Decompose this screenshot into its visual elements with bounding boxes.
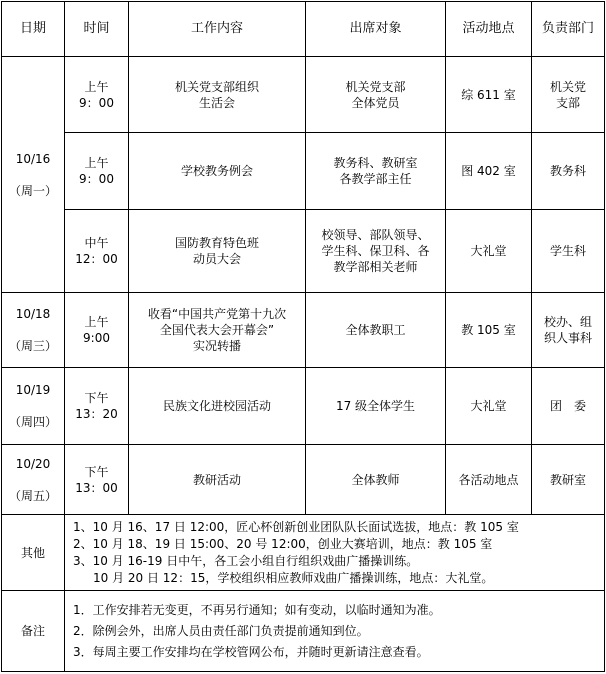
attendees-cell: 17 级全体学生	[306, 368, 446, 445]
content-cell: 民族文化进校园活动	[129, 368, 306, 445]
date-cell: 10/20 （周五）	[2, 445, 65, 515]
table-row	[2, 133, 605, 210]
other-row	[2, 515, 605, 591]
other-notes	[65, 515, 605, 591]
content-cell: 机关党支部组织 生活会	[129, 57, 306, 133]
location-cell: 各活动地点	[446, 445, 532, 515]
location-cell: 综 611 室	[446, 57, 532, 133]
time-cell: 下午 13：20	[65, 368, 129, 445]
header-attendees: 出席对象	[306, 2, 446, 57]
content-cell: 收看“中国共产党第十九次 全国代表大会开幕会” 实况转播	[129, 293, 306, 368]
time-cell: 上午 9：00	[65, 133, 129, 210]
date-cell: 10/18 （周三）	[2, 293, 65, 368]
time-cell: 下午 13：00	[65, 445, 129, 515]
remarks-line: 2．除例会外，出席人员由责任部门负责提前通知到位。	[73, 623, 369, 638]
content-cell: 国防教育特色班 动员大会	[129, 210, 306, 293]
location-cell: 大礼堂	[446, 210, 532, 293]
attendees-cell: 全体教师	[306, 445, 446, 515]
location-cell: 图 402 室	[446, 133, 532, 210]
header-location: 活动地点	[446, 2, 532, 57]
dept-cell: 教研室	[532, 445, 605, 515]
header-date: 日期	[2, 2, 65, 57]
remarks-label: 备注	[2, 591, 65, 672]
attendees-cell: 机关党支部 全体党员	[306, 57, 446, 133]
attendees-cell: 校领导、部队领导、 学生科、保卫科、各 教学部相关老师	[306, 210, 446, 293]
other-line: 1、10 月 16、17 日 12:00，匠心杯创新创业团队队长面试选拔，地点：教 105 室	[73, 519, 519, 534]
remarks-line: 3．每周主要工作安排均在学校管网公布，并随时更新请注意查看。	[73, 644, 429, 659]
table-row	[2, 210, 605, 293]
location-cell: 教 105 室	[446, 293, 532, 368]
table-row	[2, 368, 605, 445]
table-row	[2, 445, 605, 515]
other-line: 3、10 月 16-19 日中午，各工会小组自行组织戏曲广播操训练。	[73, 553, 419, 568]
time-cell: 中午 12：00	[65, 210, 129, 293]
header-dept: 负责部门	[532, 2, 605, 57]
attendees-cell: 全体教职工	[306, 293, 446, 368]
header-content: 工作内容	[129, 2, 306, 57]
attendees-cell: 教务科、教研室 各教学部主任	[306, 133, 446, 210]
header-row	[2, 2, 605, 57]
date-cell: 10/19 （周四）	[2, 368, 65, 445]
remarks-notes	[65, 591, 605, 672]
time-cell: 上午 9:00	[65, 293, 129, 368]
dept-cell: 校办、组 织人事科	[532, 293, 605, 368]
date-cell: 10/16 （周一）	[2, 57, 65, 293]
time-cell: 上午 9：00	[65, 57, 129, 133]
content-cell: 教研活动	[129, 445, 306, 515]
table-row	[2, 293, 605, 368]
content-cell: 学校教务例会	[129, 133, 306, 210]
other-label: 其他	[2, 515, 65, 591]
remarks-line: 1．工作安排若无变更，不再另行通知；如有变动，以临时通知为准。	[73, 602, 441, 617]
other-line: 2、10 月 18、19 日 15:00、20 号 12:00，创业大赛培训，地点：教 105 室	[73, 536, 493, 551]
dept-cell: 教务科	[532, 133, 605, 210]
remarks-row	[2, 591, 605, 672]
dept-cell: 学生科	[532, 210, 605, 293]
header-time: 时间	[65, 2, 129, 57]
location-cell: 大礼堂	[446, 368, 532, 445]
table-row	[2, 57, 605, 133]
other-line: 10 月 20 日 12：15，学校组织相应教师戏曲广播操训练，地点：大礼堂。	[93, 570, 494, 585]
schedule-table	[1, 1, 605, 672]
dept-cell: 机关党 支部	[532, 57, 605, 133]
dept-cell: 团 委	[532, 368, 605, 445]
